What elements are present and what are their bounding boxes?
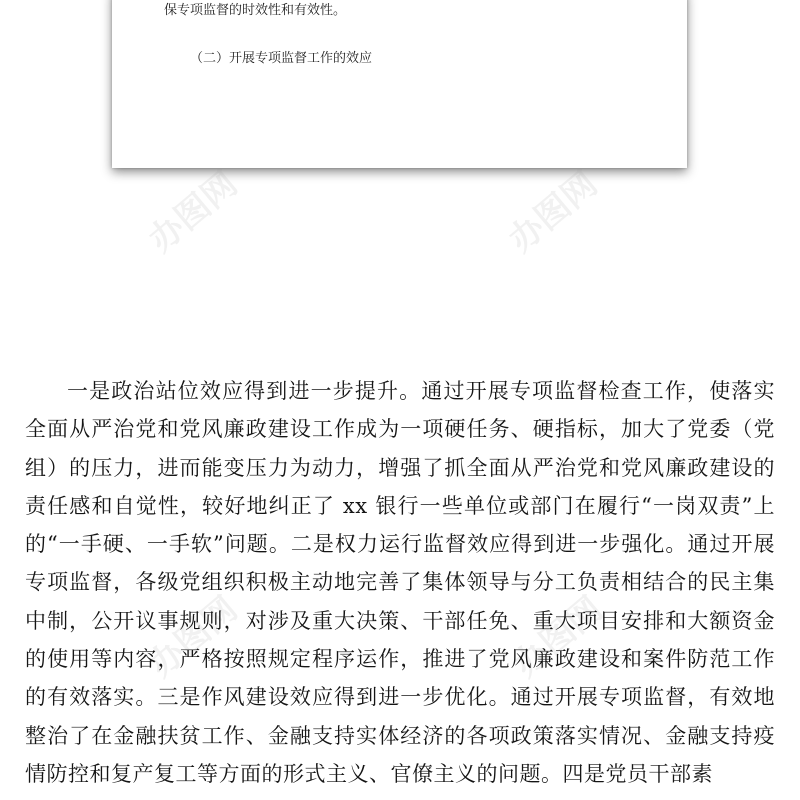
watermark: 办图网 [501, 164, 606, 261]
watermark: 办图网 [141, 589, 246, 686]
watermark: 办图网 [141, 164, 246, 261]
body-paragraph: 一是政治站位效应得到进一步提升。通过开展专项监督检查工作，使落实全面从严治党和党风廉政建设工作成为一项硬任务、硬指标，加大了党委（党组）的压力，进而能变压力为动力，增强了抓全面从严治党和党风廉政建设的责任感和自觉性，较好地纠正了 xx 银行一些单位或部门在履行“一岗双责”上的“一手硬、一手软”问题。二是权力运行监督效应得到进一步强化。通过开展专项监督，各级党组织积极主动地完善了集体领导与分工负责相结合的民主集中制，公开议事规则，对涉及重大决策、干部任免、重大项目安排和大额资金的使用等内容，严格按照规定程序运作，推进了党风廉政建设和案件防范工作的有效落实。三是作风建设效应得到进一步优化。通过开展专项监督，有效地整治了在金融扶贫工作、金融支持实体经济的各项政策落实情况、金融支持疫情防控和复产复工等方面的形式主义、官僚主义的问题。四是党员干部素 [25, 379, 775, 786]
preview-text-line: 保专项监督的时效性和有效性。 [164, 3, 347, 18]
watermark: 办图网 [506, 589, 611, 686]
document-page-preview [112, 0, 687, 168]
preview-section-heading: （二）开展专项监督工作的效应 [190, 51, 373, 66]
